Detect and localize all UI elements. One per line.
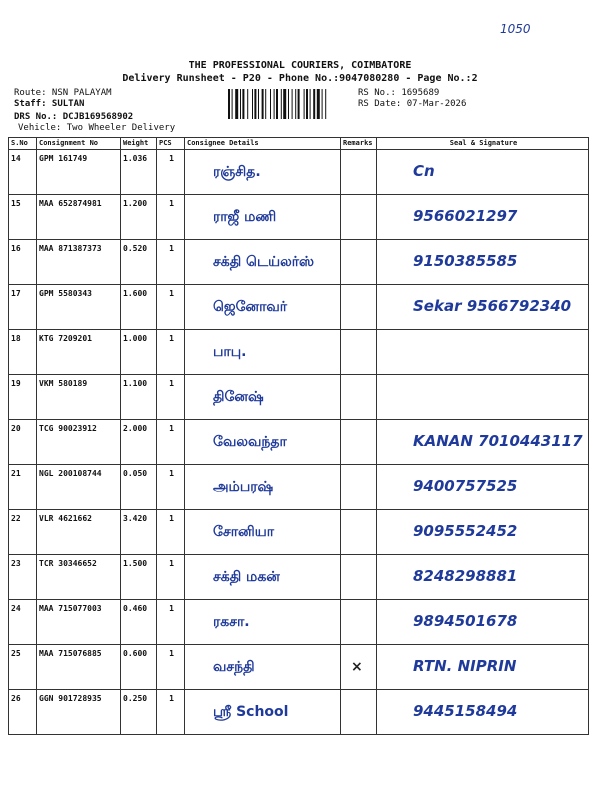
staff: Staff: SULTAN <box>14 99 85 109</box>
remark-cell <box>341 330 377 375</box>
seal-cell <box>377 510 589 555</box>
consignment-cell <box>37 150 121 195</box>
barcode-bar <box>247 89 248 119</box>
weight-cell <box>121 240 157 285</box>
weight-cell-text: 0.250 <box>123 694 148 703</box>
barcode-bar <box>292 89 293 119</box>
weight-cell-text: 0.050 <box>123 469 148 478</box>
corner-note: 1050 <box>500 22 531 36</box>
consignee-cell <box>185 330 341 375</box>
table-row <box>9 240 589 285</box>
barcode-bar <box>276 89 278 119</box>
sno-cell-text: 19 <box>11 379 21 388</box>
consignee-cell <box>185 375 341 420</box>
barcode-bar <box>240 89 241 119</box>
col-header: Weight <box>121 138 157 150</box>
consignee-cell-text: ஸ்ரீ School <box>213 704 289 720</box>
consignee-cell <box>185 150 341 195</box>
pcs-cell <box>157 285 185 330</box>
table-row <box>9 375 589 420</box>
sno-cell-text: 25 <box>11 649 21 658</box>
sno-cell <box>9 645 37 690</box>
remark-cell <box>341 195 377 240</box>
consignment-cell-text: KTG 7209201 <box>39 334 92 343</box>
consignee-cell <box>185 240 341 285</box>
weight-cell <box>121 645 157 690</box>
consignment-cell <box>37 285 121 330</box>
consignee-cell-text: சக்தி மகன் <box>213 569 280 585</box>
remark-cell <box>341 600 377 645</box>
barcode-bar <box>242 89 244 119</box>
weight-cell <box>121 195 157 240</box>
barcode-bar <box>254 89 256 119</box>
table-row <box>9 195 589 240</box>
consignee-cell-text: சக்தி டெய்லர்ஸ் <box>213 254 315 270</box>
seal-cell <box>377 195 589 240</box>
sno-cell-text: 15 <box>11 199 21 208</box>
rs-number: RS No.: 1695689 <box>358 88 440 98</box>
seal-cell-text: 9445158494 <box>413 702 518 720</box>
table-header-row <box>9 138 589 150</box>
weight-cell-text: 1.200 <box>123 199 148 208</box>
weight-cell-text: 0.460 <box>123 604 148 613</box>
col-header: PCS <box>157 138 185 150</box>
sno-cell-text: 21 <box>11 469 21 478</box>
pcs-cell-text: 1 <box>169 244 174 253</box>
weight-cell-text: 1.100 <box>123 379 148 388</box>
weight-cell-text: 0.600 <box>123 649 148 658</box>
company-title: THE PROFESSIONAL COURIERS, COIMBATORE <box>188 60 412 71</box>
sno-cell-text: 16 <box>11 244 21 253</box>
barcode-bar <box>270 89 271 119</box>
pcs-cell <box>157 465 185 510</box>
consignment-cell <box>37 330 121 375</box>
consignment-cell-text: MAA 652874981 <box>39 199 102 208</box>
remark-cell <box>341 240 377 285</box>
consignee-cell <box>185 510 341 555</box>
barcode-bar <box>304 89 305 119</box>
vehicle: Vehicle: Two Wheeler Delivery <box>18 123 176 133</box>
pcs-cell-text: 1 <box>169 649 174 658</box>
remark-cell <box>341 555 377 600</box>
pcs-cell-text: 1 <box>169 514 174 523</box>
rs-date: RS Date: 07-Mar-2026 <box>358 99 467 109</box>
seal-cell <box>377 690 589 735</box>
weight-cell <box>121 510 157 555</box>
consignee-cell-text: பாபு. <box>213 344 247 360</box>
pcs-cell-text: 1 <box>169 424 174 433</box>
sno-cell-text: 17 <box>11 289 21 298</box>
sno-cell <box>9 240 37 285</box>
consignee-cell <box>185 600 341 645</box>
barcode-bar <box>322 89 323 119</box>
barcode-bar <box>265 89 266 119</box>
route: Route: NSN PALAYAM <box>14 88 112 98</box>
col-header: Consignee Details <box>185 138 341 150</box>
consignment-cell <box>37 195 121 240</box>
sno-cell-text: 24 <box>11 604 21 613</box>
pcs-cell <box>157 375 185 420</box>
consignee-cell <box>185 420 341 465</box>
pcs-cell <box>157 150 185 195</box>
weight-cell <box>121 555 157 600</box>
weight-cell <box>121 375 157 420</box>
sno-cell <box>9 375 37 420</box>
pcs-cell-text: 1 <box>169 289 174 298</box>
consignment-cell <box>37 420 121 465</box>
remark-cell-text: × <box>351 659 363 675</box>
weight-cell <box>121 600 157 645</box>
consignee-cell-text: ராஜீ மணி <box>213 209 277 225</box>
sno-cell <box>9 510 37 555</box>
barcode-bar <box>262 89 264 119</box>
weight-cell <box>121 690 157 735</box>
pcs-cell-text: 1 <box>169 334 174 343</box>
barcode-bar <box>325 89 326 119</box>
weight-cell <box>121 330 157 375</box>
consignee-cell-text: சோனியா <box>213 524 275 540</box>
pcs-cell-text: 1 <box>169 694 174 703</box>
consignment-cell-text: TCG 90023912 <box>39 424 97 433</box>
consignment-cell <box>37 240 121 285</box>
barcode-bar <box>274 89 275 119</box>
table-row <box>9 420 589 465</box>
consignee-cell <box>185 465 341 510</box>
consignee-cell <box>185 690 341 735</box>
table-row <box>9 600 589 645</box>
remark-cell <box>341 690 377 735</box>
consignment-cell-text: GPM 161749 <box>39 154 88 163</box>
barcode-bar <box>232 89 233 119</box>
barcode-bar <box>310 89 311 119</box>
table-row <box>9 510 589 555</box>
barcode-bar <box>235 89 238 119</box>
pcs-cell <box>157 330 185 375</box>
barcode-bar <box>298 89 300 119</box>
consignment-cell <box>37 465 121 510</box>
sno-cell <box>9 330 37 375</box>
weight-cell-text: 0.520 <box>123 244 148 253</box>
weight-cell <box>121 420 157 465</box>
remark-cell <box>341 420 377 465</box>
sno-cell <box>9 195 37 240</box>
table-row <box>9 555 589 600</box>
weight-cell-text: 3.420 <box>123 514 148 523</box>
seal-cell-text: 9566021297 <box>413 207 518 225</box>
consignment-cell-text: TCR 30346652 <box>39 559 97 568</box>
weight-cell <box>121 150 157 195</box>
sno-cell <box>9 690 37 735</box>
sno-cell-text: 20 <box>11 424 21 433</box>
consignment-cell-text: GPM 5580343 <box>39 289 92 298</box>
seal-cell-text: 8248298881 <box>413 567 518 585</box>
weight-cell <box>121 285 157 330</box>
table-row <box>9 285 589 330</box>
sno-cell <box>9 555 37 600</box>
pcs-cell <box>157 510 185 555</box>
seal-cell-text: RTN. NIPRIN <box>413 657 517 675</box>
col-header: S.No <box>9 138 37 150</box>
sno-cell <box>9 150 37 195</box>
barcode-bar <box>295 89 296 119</box>
consignee-cell-text: ஜெனோவர் <box>213 299 288 315</box>
consignment-cell-text: NGL 200108744 <box>39 469 102 478</box>
barcode-bar <box>252 89 253 119</box>
barcode <box>228 89 354 119</box>
remark-cell <box>341 510 377 555</box>
remark-cell <box>341 285 377 330</box>
consignee-cell-text: அம்பரஷ் <box>213 479 274 495</box>
consignment-cell-text: GGN 901728935 <box>39 694 102 703</box>
remark-cell <box>341 375 377 420</box>
consignment-cell <box>37 555 121 600</box>
sno-cell <box>9 285 37 330</box>
table-row <box>9 330 589 375</box>
consignee-cell-text: வசந்தி <box>213 659 255 675</box>
pcs-cell-text: 1 <box>169 379 174 388</box>
seal-cell-text: KANAN 7010443117 <box>413 432 583 450</box>
seal-cell <box>377 150 589 195</box>
pcs-cell <box>157 600 185 645</box>
pcs-cell <box>157 240 185 285</box>
seal-cell <box>377 645 589 690</box>
barcode-bar <box>228 89 230 119</box>
pcs-cell <box>157 690 185 735</box>
pcs-cell <box>157 645 185 690</box>
col-header: Remarks <box>341 138 377 150</box>
consignment-cell-text: VKM 580189 <box>39 379 88 388</box>
pcs-cell <box>157 420 185 465</box>
barcode-bar <box>317 89 320 119</box>
consignment-cell-text: MAA 715077003 <box>39 604 102 613</box>
table-row <box>9 645 589 690</box>
barcode-bar <box>306 89 308 119</box>
col-header: Seal & Signature <box>377 138 589 150</box>
pcs-cell-text: 1 <box>169 559 174 568</box>
remark-cell <box>341 150 377 195</box>
runsheet-subtitle: Delivery Runsheet - P20 - Phone No.:9047080280 - Page No.:2 <box>122 73 478 84</box>
consignee-cell-text: வேலவந்தா <box>213 434 287 450</box>
consignee-cell <box>185 555 341 600</box>
consignment-cell-text: MAA 871387373 <box>39 244 102 253</box>
consignment-cell <box>37 375 121 420</box>
pcs-cell-text: 1 <box>169 199 174 208</box>
seal-cell-text: 9150385585 <box>413 252 518 270</box>
pcs-cell-text: 1 <box>169 469 174 478</box>
consignee-cell <box>185 645 341 690</box>
consignment-cell <box>37 645 121 690</box>
weight-cell-text: 1.036 <box>123 154 148 163</box>
consignee-cell-text: தினேஷ் <box>213 389 264 405</box>
barcode-bar <box>283 89 286 119</box>
seal-cell <box>377 375 589 420</box>
consignment-cell <box>37 510 121 555</box>
table-row <box>9 465 589 510</box>
seal-cell <box>377 420 589 465</box>
seal-cell-text: 9400757525 <box>413 477 518 495</box>
barcode-bar <box>313 89 315 119</box>
seal-cell-text: Sekar 9566792340 <box>413 297 572 315</box>
seal-cell <box>377 600 589 645</box>
sno-cell-text: 22 <box>11 514 21 523</box>
seal-cell-text: 9095552452 <box>413 522 518 540</box>
consignee-cell <box>185 195 341 240</box>
consignment-cell <box>37 690 121 735</box>
pcs-cell-text: 1 <box>169 604 174 613</box>
seal-cell <box>377 240 589 285</box>
seal-cell-text: Cn <box>413 162 435 180</box>
sno-cell <box>9 600 37 645</box>
weight-cell-text: 2.000 <box>123 424 148 433</box>
pcs-cell-text: 1 <box>169 154 174 163</box>
consignment-cell-text: VLR 4621662 <box>39 514 92 523</box>
pcs-cell <box>157 195 185 240</box>
seal-cell <box>377 285 589 330</box>
consignee-cell-text: ரஞ்சித. <box>213 164 261 180</box>
seal-cell-text: 9894501678 <box>413 612 518 630</box>
remark-cell <box>341 465 377 510</box>
barcode-bar <box>288 89 289 119</box>
pcs-cell <box>157 555 185 600</box>
sno-cell <box>9 465 37 510</box>
weight-cell-text: 1.500 <box>123 559 148 568</box>
consignment-cell-text: MAA 715076885 <box>39 649 102 658</box>
consignee-cell <box>185 285 341 330</box>
barcode-bar <box>258 89 259 119</box>
sno-cell-text: 14 <box>11 154 21 163</box>
sno-cell-text: 18 <box>11 334 21 343</box>
sno-cell-text: 26 <box>11 694 21 703</box>
sno-cell-text: 23 <box>11 559 21 568</box>
drs-number: DRS No.: DCJB169568902 <box>14 112 134 122</box>
seal-cell <box>377 465 589 510</box>
table-row <box>9 150 589 195</box>
table-row <box>9 690 589 735</box>
consignment-cell <box>37 600 121 645</box>
sno-cell <box>9 420 37 465</box>
barcode-bar <box>281 89 282 119</box>
consignee-cell-text: ரகசா. <box>213 614 250 630</box>
runsheet-table <box>8 137 589 735</box>
col-header: Consignment No <box>37 138 121 150</box>
weight-cell-text: 1.000 <box>123 334 148 343</box>
seal-cell <box>377 330 589 375</box>
remark-cell <box>341 645 377 690</box>
seal-cell <box>377 555 589 600</box>
weight-cell <box>121 465 157 510</box>
weight-cell-text: 1.600 <box>123 289 148 298</box>
